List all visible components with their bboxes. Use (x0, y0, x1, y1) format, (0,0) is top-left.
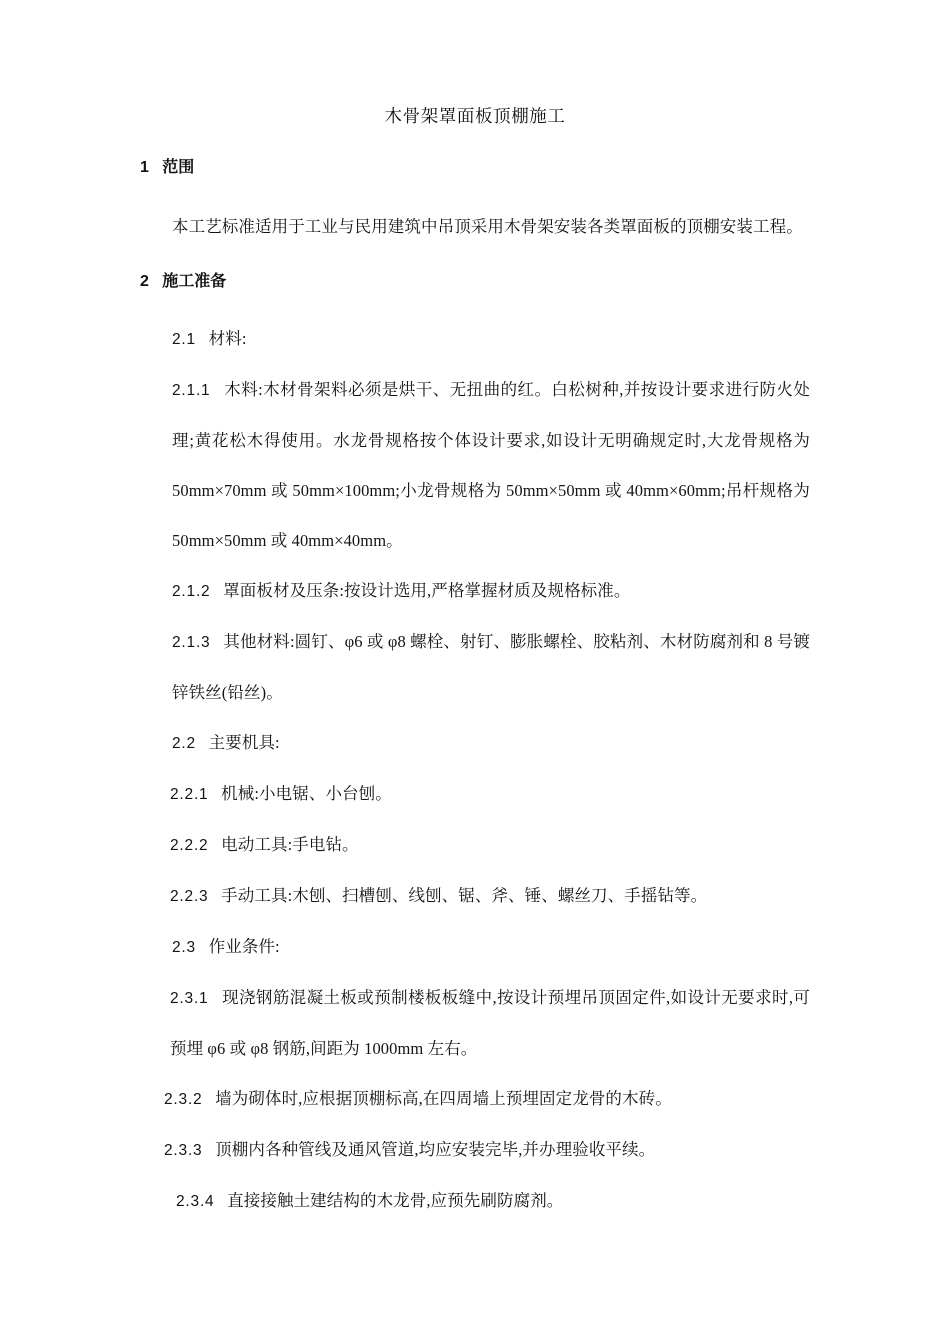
section-heading-2 (140, 274, 810, 290)
clause-number-2-1-3: 2.1.3 (172, 633, 211, 651)
clause-text-2-2: 主要机具: (208, 732, 280, 752)
clause-number-2-1-2: 2.1.2 (172, 582, 211, 600)
clause-number-2-3-1: 2.3.1 (170, 989, 209, 1007)
section-number-1: 1 (140, 158, 149, 176)
clause-text-2-1-2: 罩面板材及压条:按设计选用,严格掌握材质及规格标准。 (223, 580, 631, 600)
section-title-1: 范围 (162, 158, 195, 176)
clause-text-2-3-4: 直接接触土建结构的木龙骨,应预先刷防腐剂。 (227, 1190, 564, 1210)
clause-2-1-2 (140, 566, 810, 617)
section-number-2: 2 (140, 272, 149, 290)
section-heading-1 (140, 160, 810, 176)
clause-number-2-2-2: 2.2.2 (170, 836, 209, 854)
clause-number-2-2-3: 2.2.3 (170, 887, 209, 905)
spacer (140, 290, 810, 314)
clause-2-3 (140, 922, 810, 973)
clause-text-2-3-1: 现浇钢筋混凝土板或预制楼板板缝中,按设计预埋吊顶固定件,如设计无要求时,可预埋 φ6 或 φ8 钢筋,间距为 1000mm 左右。 (170, 987, 810, 1058)
clause-2-3-4 (140, 1176, 810, 1227)
clause-text-2-2-3: 手动工具:木刨、扫槽刨、线刨、锯、斧、锤、螺丝刀、手摇钻等。 (221, 885, 708, 905)
section-title-2: 施工准备 (162, 272, 227, 290)
clause-2-3-1 (140, 973, 810, 1074)
spacer (140, 176, 810, 202)
clause-number-2-2: 2.2 (172, 734, 196, 752)
clause-2-3-3 (140, 1125, 810, 1176)
clause-number-2-3-2: 2.3.2 (164, 1090, 203, 1108)
clause-2-2-2 (140, 820, 810, 871)
clause-number-2-3-4: 2.3.4 (176, 1192, 215, 1210)
clause-number-2-3-3: 2.3.3 (164, 1141, 203, 1159)
spacer (140, 252, 810, 274)
clause-number-2-2-1: 2.2.1 (170, 785, 209, 803)
clause-2-2-1 (140, 769, 810, 820)
clause-2-3-2 (140, 1074, 810, 1125)
clause-text-2-1-3: 其他材料:圆钉、φ6 或 φ8 螺栓、射钉、膨胀螺栓、胶粘剂、木材防腐剂和 8 号镀锌铁丝(铅丝)。 (172, 631, 810, 702)
clause-text-2-3: 作业条件: (208, 936, 280, 956)
clause-text-2-3-2: 墙为砌体时,应根据顶棚标高,在四周墙上预埋固定龙骨的木砖。 (215, 1088, 672, 1108)
clause-text-2-1: 材料: (208, 328, 247, 348)
clause-text-2-2-2: 电动工具:手电钻。 (221, 834, 359, 854)
clause-2-1 (140, 314, 810, 365)
clause-number-2-1: 2.1 (172, 330, 196, 348)
clause-2-1-3 (140, 617, 810, 718)
clause-2-2-3 (140, 871, 810, 922)
clause-number-2-3: 2.3 (172, 938, 196, 956)
clause-text-2-1-1: 木料:木材骨架料必须是烘干、无扭曲的红。白松树种,并按设计要求进行防火处理;黄花松木得使用。水龙骨规格按个体设计要求,如设计无明确规定时,大龙骨规格为 50mm×70mm 或 50mm×100mm;小龙骨规格为 50mm×50mm 或 40mm×60mm;吊杆规格为 50mm×50mm 或 40mm×40mm。 (172, 379, 815, 550)
clause-number-2-1-1: 2.1.1 (172, 381, 211, 399)
clause-text-2-2-1: 机械:小电锯、小台刨。 (221, 783, 392, 803)
page-title: 木骨架罩面板顶棚施工 (384, 106, 566, 126)
paragraph-scope-body: 本工艺标准适用于工业与民用建筑中吊顶采用木骨架安装各类罩面板的顶棚安装工程。 (172, 216, 803, 236)
clause-text-2-3-3: 顶棚内各种管线及通风管道,均应安装完毕,并办理验收平续。 (215, 1139, 656, 1159)
clause-2-2 (140, 718, 810, 769)
clause-2-1-1 (140, 365, 815, 566)
